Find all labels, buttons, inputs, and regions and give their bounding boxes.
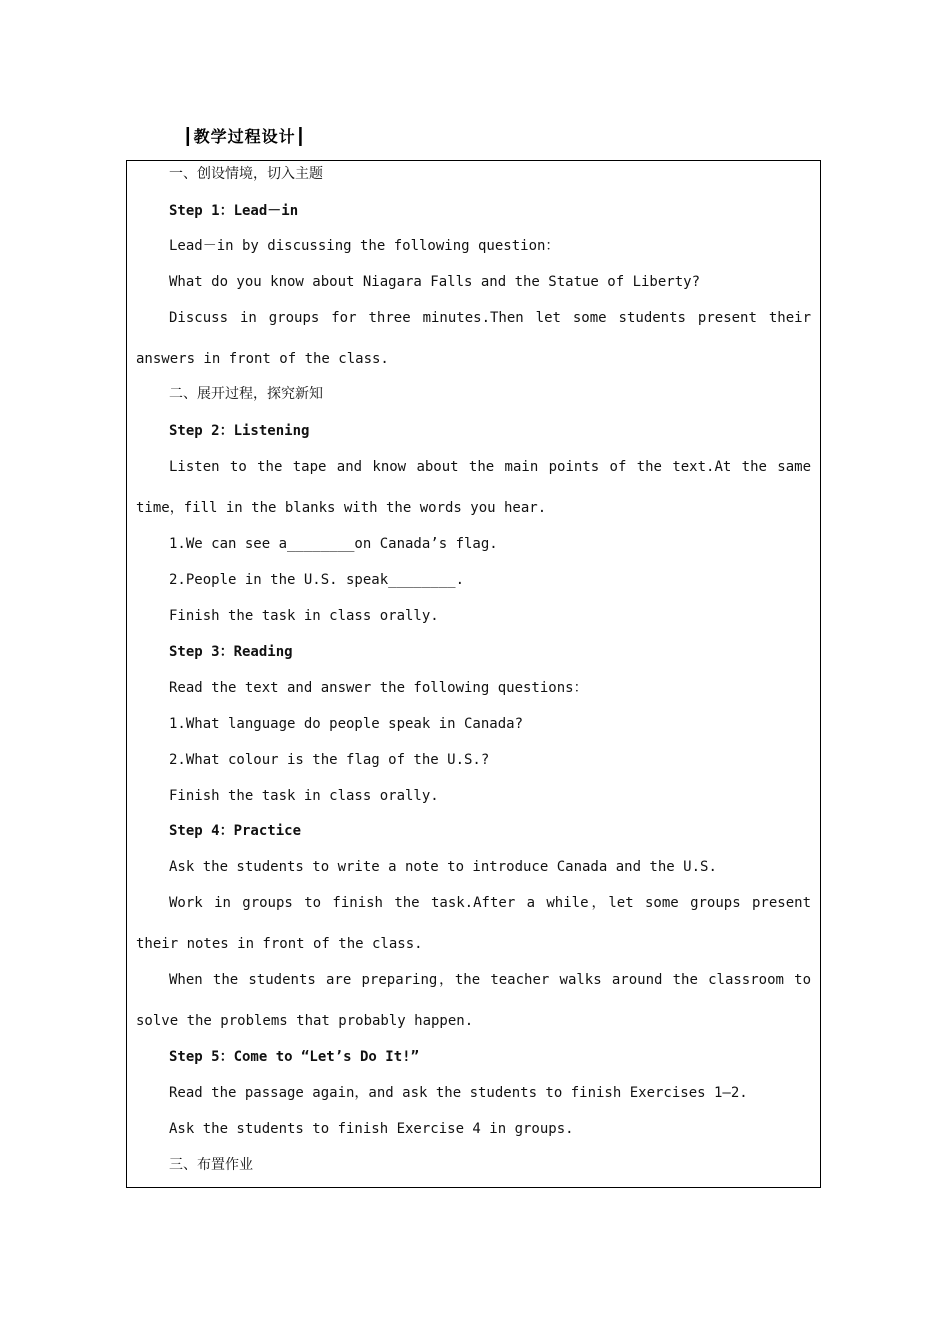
step-4-text: Ask the students to write a note to introduce Canada and the U.S. — [169, 859, 717, 875]
step-5-title: Step 5：Come to “Let’s Do It!” — [169, 1049, 420, 1065]
step-2-text: Listen to the tape and know about the main points of the text.At the same — [169, 459, 811, 475]
step-5-text: Read the passage again，and ask the students to finish Exercises 1—2. — [169, 1085, 748, 1101]
section-1-title: 一、创设情境，切入主题 — [169, 166, 323, 182]
step-1-discussion-cont: answers in front of the class. — [136, 351, 389, 367]
step-3-finish: Finish the task in class orally. — [169, 788, 439, 804]
step-1-discussion: Discuss in groups for three minutes.Then let some students present their — [169, 310, 811, 326]
section-2-title: 二、展开过程，探究新知 — [169, 386, 323, 402]
step-3-text: Read the text and answer the following questions： — [169, 680, 588, 696]
step-4-groupwork: Work in groups to finish the task.After a while，let some groups present — [169, 895, 811, 911]
step-3-title: Step 3：Reading — [169, 644, 293, 660]
step-1-title: Step 1：Lead－in — [169, 203, 299, 219]
step-3-question-2: 2.What colour is the flag of the U.S.? — [169, 752, 490, 768]
step-4-groupwork-cont: their notes in front of the class. — [136, 936, 423, 952]
step-4-teacher-cont: solve the problems that probably happen. — [136, 1013, 474, 1029]
step-1-text: Lead－in by discussing the following question： — [169, 238, 560, 254]
step-2-title: Step 2：Listening — [169, 423, 310, 439]
step-4-title: Step 4：Practice — [169, 823, 302, 839]
step-2-blank-2: 2.People in the U.S. speak________. — [169, 572, 465, 588]
step-1-question: What do you know about Niagara Falls and the Statue of Liberty? — [169, 274, 701, 290]
lesson-process-box — [126, 160, 821, 1188]
step-3-question-1: 1.What language do people speak in Canada? — [169, 716, 524, 732]
step-2-finish: Finish the task in class orally. — [169, 608, 439, 624]
step-4-teacher: When the students are preparing，the teacher walks around the classroom to — [169, 972, 811, 988]
section-3-title: 三、布置作业 — [169, 1157, 253, 1173]
step-5-exercise: Ask the students to finish Exercise 4 in groups. — [169, 1121, 574, 1137]
section-heading: ┃教学过程设计┃ — [183, 127, 307, 146]
step-2-text-cont: time，fill in the blanks with the words you hear. — [136, 500, 547, 516]
step-2-blank-1: 1.We can see a________on Canada’s flag. — [169, 536, 498, 552]
